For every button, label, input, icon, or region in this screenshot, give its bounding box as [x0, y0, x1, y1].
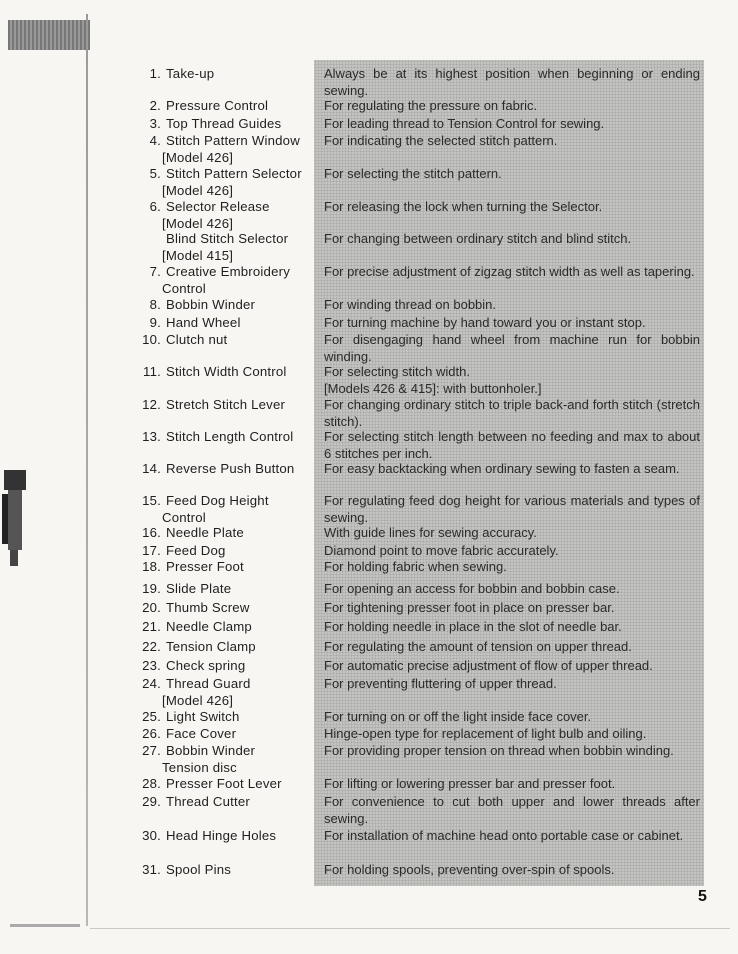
part-label [137, 315, 313, 332]
part-label [137, 66, 313, 83]
part-description: For indicating the selected stitch pattern. [324, 133, 558, 148]
part-description: For precise adjustment of zigzag stitch width as well as tapering. [324, 264, 695, 279]
part-label [137, 166, 313, 199]
part-description: With guide lines for sewing accuracy. [324, 525, 537, 540]
part-label [137, 525, 313, 542]
page-number: 5 [698, 888, 707, 905]
part-number: 9. [149, 315, 161, 330]
part-label [137, 429, 313, 446]
part-label [137, 364, 313, 381]
part-description: For tightening presser foot in place on presser bar. [324, 600, 615, 615]
part-name: Stitch Pattern Window [166, 133, 300, 148]
part-name: Take-up [166, 66, 215, 81]
part-name: Stitch Width Control [166, 364, 287, 379]
part-description: For turning machine by hand toward you or instant stop. [324, 315, 646, 330]
part-label [137, 794, 313, 811]
part-description: For leading thread to Tension Control for sewing. [324, 116, 605, 131]
part-label [137, 776, 313, 793]
part-number: 7. [149, 264, 161, 279]
part-number: 12. [142, 397, 161, 412]
part-name: Thread Cutter [166, 794, 250, 809]
part-name: Pressure Control [166, 98, 269, 113]
part-description: For providing proper tension on thread when bobbin winding. [324, 743, 674, 758]
part-label [137, 559, 313, 576]
part-name: Light Switch [166, 709, 240, 724]
part-number: 24. [142, 676, 161, 691]
part-number: 8. [149, 297, 161, 312]
part-description: For selecting the stitch pattern. [324, 166, 502, 181]
part-number: 19. [142, 581, 161, 596]
part-number: 18. [142, 559, 161, 574]
part-description: For holding fabric when sewing. [324, 559, 507, 574]
part-name: Needle Plate [166, 525, 244, 540]
part-name: Feed Dog [166, 543, 226, 558]
part-label [137, 743, 313, 776]
part-number: 20. [142, 600, 161, 615]
part-number: 26. [142, 726, 161, 741]
part-number: 22. [142, 639, 161, 654]
part-number: 27. [142, 743, 161, 758]
part-name: Head Hinge Holes [166, 828, 277, 843]
part-label [137, 676, 313, 709]
part-name-continuation: [Model 426] [162, 215, 234, 231]
part-name: Spool Pins [166, 862, 232, 877]
part-name: Needle Clamp [166, 619, 252, 634]
bottom-rule [90, 928, 730, 929]
part-label [137, 600, 313, 617]
part-label [137, 297, 313, 314]
part-name: Selector Release [166, 199, 270, 214]
part-label [137, 133, 313, 166]
part-label [137, 639, 313, 656]
part-name-continuation: [Model 426] [162, 182, 234, 198]
part-description-note: [Models 426 & 415]: with buttonholer.] [324, 380, 542, 396]
part-name: Clutch nut [166, 332, 228, 347]
part-description: For changing between ordinary stitch and blind stitch. [324, 231, 632, 246]
part-name-continuation: [Model 426] [162, 692, 234, 708]
part-name-continuation: [Model 415] [162, 247, 234, 263]
part-label [137, 461, 313, 478]
binding-gutter-line [86, 14, 88, 926]
part-description: For preventing fluttering of upper thread. [324, 676, 557, 691]
part-description: For changing ordinary stitch to triple back-and forth stitch (stretch stitch). [324, 397, 700, 429]
side-clip-graphic [0, 464, 28, 570]
part-name: Presser Foot [166, 559, 244, 574]
part-name: Tension Clamp [166, 639, 256, 654]
part-description: Always be at its highest position when beginning or ending sewing. [324, 66, 700, 98]
part-label [137, 828, 313, 845]
part-label [137, 658, 313, 675]
part-description: For convenience to cut both upper and lower threads after sewing. [324, 794, 700, 826]
scan-corner-mark [8, 20, 90, 50]
part-description: For regulating the pressure on fabric. [324, 98, 538, 113]
part-label [137, 199, 313, 232]
part-description: For holding spools, preventing over-spin of spools. [324, 862, 615, 877]
part-label [137, 619, 313, 636]
part-number: 4. [149, 133, 161, 148]
part-description: For regulating the amount of tension on upper thread. [324, 639, 632, 654]
part-label [137, 709, 313, 726]
part-description: For automatic precise adjustment of flow of upper thread. [324, 658, 653, 673]
part-number: 14. [142, 461, 161, 476]
part-name: Check spring [166, 658, 246, 673]
part-number: 10. [142, 332, 161, 347]
part-label [137, 98, 313, 115]
part-label [137, 116, 313, 133]
part-name: Slide Plate [166, 581, 232, 596]
part-description: For turning on or off the light inside face cover. [324, 709, 592, 724]
part-number: 21. [142, 619, 161, 634]
part-number: 17. [142, 543, 161, 558]
part-description: Diamond point to move fabric accurately. [324, 543, 559, 558]
part-label [137, 543, 313, 560]
part-number: 16. [142, 525, 161, 540]
part-description: For releasing the lock when turning the Selector. [324, 199, 603, 214]
part-description: For winding thread on bobbin. [324, 297, 497, 312]
part-name: Stitch Length Control [166, 429, 294, 444]
part-name: Presser Foot Lever [166, 776, 282, 791]
part-label [137, 264, 313, 297]
part-name: Feed Dog Height [166, 493, 269, 508]
part-number: 6. [149, 199, 161, 214]
part-description: For opening an access for bobbin and bobbin case. [324, 581, 620, 596]
part-name: Top Thread Guides [166, 116, 282, 131]
part-label [137, 397, 313, 414]
part-number: 15. [142, 493, 161, 508]
part-label [137, 726, 313, 743]
part-label [137, 231, 313, 264]
part-description: For disengaging hand wheel from machine run for bobbin winding. [324, 332, 700, 364]
part-number: 11. [143, 364, 161, 379]
part-name-continuation: Control [162, 280, 206, 296]
part-description: For lifting or lowering presser bar and presser foot. [324, 776, 616, 791]
part-name-continuation: Tension disc [162, 759, 237, 775]
part-label [137, 862, 313, 879]
part-name: Stretch Stitch Lever [166, 397, 286, 412]
part-label [137, 493, 313, 526]
part-name-continuation: [Model 426] [162, 149, 234, 165]
part-name: Reverse Push Button [166, 461, 295, 476]
part-name: Creative Embroidery [166, 264, 290, 279]
part-name-continuation: Control [162, 509, 206, 525]
part-name: Bobbin Winder [166, 297, 256, 312]
part-description: For installation of machine head onto portable case or cabinet. [324, 828, 684, 843]
part-description: For easy backtacking when ordinary sewing to fasten a seam. [324, 461, 680, 476]
part-label [137, 332, 313, 349]
part-number: 5. [149, 166, 161, 181]
part-description: For holding needle in place in the slot of needle bar. [324, 619, 622, 634]
part-label [137, 581, 313, 598]
bottom-left-mark [10, 924, 80, 927]
part-description: For regulating feed dog height for various materials and types of sewing. [324, 493, 700, 525]
part-number: 1. [149, 66, 161, 81]
part-name: Thread Guard [166, 676, 251, 691]
part-number: 2. [149, 98, 161, 113]
part-number: 13. [142, 429, 161, 444]
part-name: Bobbin Winder [166, 743, 256, 758]
part-number: 25. [142, 709, 161, 724]
part-number: 28. [142, 776, 161, 791]
part-name: Stitch Pattern Selector [166, 166, 302, 181]
part-name: Thumb Screw [166, 600, 250, 615]
part-number: 3. [149, 116, 161, 131]
part-description: Hinge-open type for replacement of light bulb and oiling. [324, 726, 647, 741]
part-name: Hand Wheel [166, 315, 241, 330]
part-description: For selecting stitch length between no feeding and max to about 6 stitches per inch. [324, 429, 700, 461]
part-number: 31. [142, 862, 161, 877]
part-name: Blind Stitch Selector [166, 231, 289, 246]
part-number: 23. [142, 658, 161, 673]
part-description: For selecting stitch width. [Models 426 & 415]: with buttonholer.] [324, 364, 700, 397]
part-number: 30. [142, 828, 161, 843]
part-number: 29. [142, 794, 161, 809]
part-name: Face Cover [166, 726, 237, 741]
